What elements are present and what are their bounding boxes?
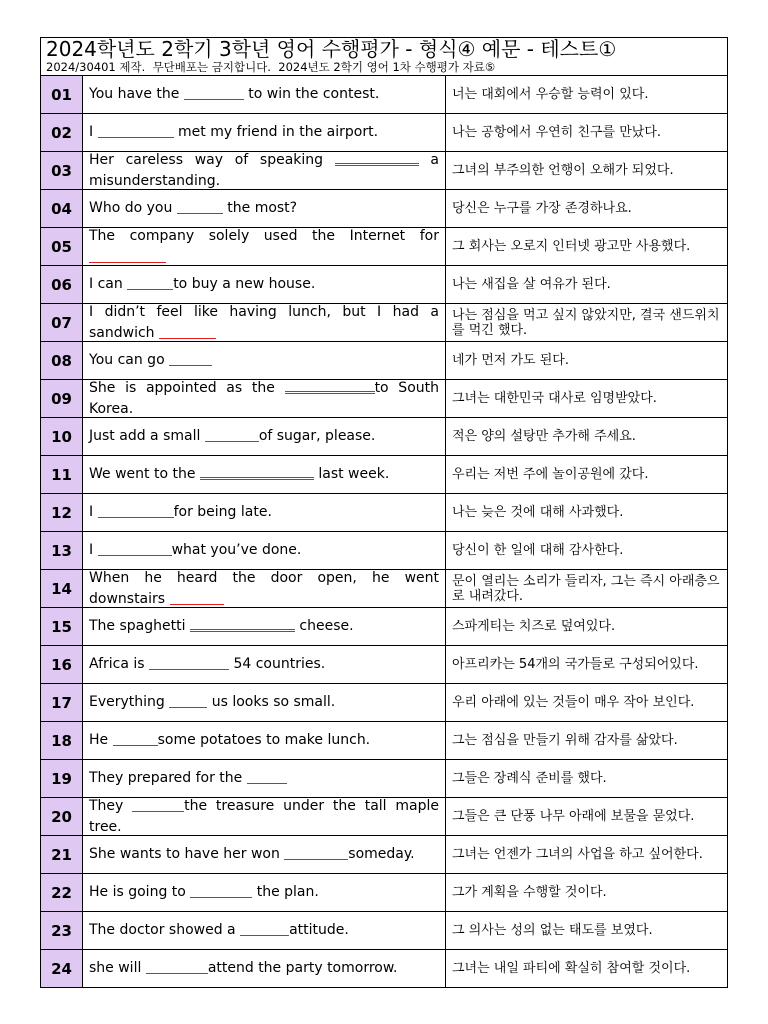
korean-translation: 나는 점심을 먹고 싶지 않았지만, 결국 샌드위치를 먹긴 했다. [452, 307, 720, 338]
korean-translation-cell [446, 494, 727, 531]
english-sentence [89, 426, 439, 447]
korean-translation: 그는 점심을 만들기 위해 감자를 삶았다. [452, 733, 678, 748]
answer-blank [335, 151, 419, 166]
answer-blank [127, 277, 173, 290]
korean-translation: 나는 늦은 것에 대해 사과했다. [452, 505, 624, 520]
korean-translation: 문이 열리는 소리가 들리자, 그는 즉시 아래층으로 내려갔다. [452, 573, 720, 604]
english-sentence-cell [83, 798, 446, 835]
sentence-text-before: You have the [89, 86, 184, 102]
question-row [41, 76, 727, 114]
sentence-text-before: He [89, 732, 113, 748]
question-row [41, 532, 727, 570]
korean-translation-cell [446, 304, 727, 341]
sentence-text-after: the most? [222, 200, 298, 216]
english-sentence-cell [83, 722, 446, 759]
sentence-text-after: a misunderstanding. [89, 151, 440, 189]
question-number: 08 [41, 342, 83, 379]
sentence-text-after: the plan. [252, 884, 319, 900]
korean-translation-cell [446, 76, 727, 113]
korean-translation: 그가 계획을 수행할 것이다. [452, 885, 607, 900]
english-sentence [89, 540, 439, 561]
answer-blank [184, 87, 244, 100]
sentence-text-before: I [89, 542, 98, 558]
question-row [41, 950, 727, 988]
worksheet [40, 37, 728, 988]
english-sentence [89, 920, 439, 941]
english-sentence [89, 654, 439, 675]
english-sentence [89, 302, 439, 344]
question-row [41, 418, 727, 456]
question-number: 09 [41, 380, 83, 417]
sentence-text-after: last week. [313, 466, 390, 482]
english-sentence-cell [83, 760, 446, 797]
answer-blank [149, 657, 229, 670]
question-row [41, 836, 727, 874]
english-sentence [89, 464, 439, 485]
english-sentence-cell [83, 380, 446, 417]
korean-translation-cell [446, 114, 727, 151]
korean-translation-cell [446, 380, 727, 417]
question-row [41, 798, 727, 836]
worksheet-subtitle: 2024/30401 제작. 무단배포는 금지합니다. 2024년도 2학기 영어 1차 수행평가 자료⑤ [46, 60, 496, 74]
question-table [41, 76, 727, 988]
question-row [41, 152, 727, 190]
sentence-text-after: to buy a new house. [173, 276, 316, 292]
question-number: 10 [41, 418, 83, 455]
korean-translation: 당신은 누구를 가장 존경하나요. [452, 201, 632, 216]
question-number: 23 [41, 912, 83, 949]
english-sentence [89, 198, 439, 219]
english-sentence-cell [83, 912, 446, 949]
sentence-text-after: the treasure under the tall maple tree. [89, 797, 439, 835]
question-row [41, 380, 727, 418]
english-sentence [89, 350, 439, 371]
korean-translation-cell [446, 532, 727, 569]
korean-translation-cell [446, 266, 727, 303]
answer-blank [169, 353, 212, 366]
question-row [41, 494, 727, 532]
english-sentence [89, 730, 439, 751]
english-sentence-cell [83, 76, 446, 113]
question-number: 22 [41, 874, 83, 911]
korean-translation-cell [446, 874, 727, 911]
question-row [41, 304, 727, 342]
sentence-text-before: I [89, 124, 98, 140]
question-number: 01 [41, 76, 83, 113]
korean-translation-cell [446, 190, 727, 227]
english-sentence-cell [83, 266, 446, 303]
sentence-text-before: She wants to have her won [89, 846, 285, 862]
korean-translation: 적은 양의 설탕만 추가해 주세요. [452, 429, 636, 444]
english-sentence-cell [83, 646, 446, 683]
korean-translation: 스파게티는 치즈로 덮여있다. [452, 619, 616, 634]
english-sentence-cell [83, 114, 446, 151]
question-number: 06 [41, 266, 83, 303]
sentence-text-after: attend the party tomorrow. [207, 960, 398, 976]
answer-blank [200, 465, 314, 480]
question-number: 05 [41, 228, 83, 265]
sentence-text-before: The company solely used the Internet for [89, 227, 439, 244]
question-number: 07 [41, 304, 83, 341]
question-number: 20 [41, 798, 83, 835]
english-sentence-cell [83, 304, 446, 341]
korean-translation-cell [446, 152, 727, 189]
question-number: 16 [41, 646, 83, 683]
answer-blank [132, 799, 184, 812]
sentence-text-before: He is going to [89, 884, 191, 900]
korean-translation: 아프리카는 54개의 국가들로 구성되어있다. [452, 657, 699, 672]
sentence-text-after: to South Korea. [89, 379, 439, 417]
question-number: 12 [41, 494, 83, 531]
korean-translation-cell [446, 912, 727, 949]
question-number: 24 [41, 950, 83, 987]
question-number: 04 [41, 190, 83, 227]
sentence-text-before: I didn’t feel like having lunch, but I had a sandwich [89, 303, 439, 341]
korean-translation-cell [446, 798, 727, 835]
english-sentence-cell [83, 228, 446, 265]
korean-translation-cell [446, 570, 727, 607]
question-row [41, 114, 727, 152]
english-sentence [89, 882, 439, 903]
question-number: 18 [41, 722, 83, 759]
question-row [41, 722, 727, 760]
sentence-text-after: some potatoes to make lunch. [157, 732, 371, 748]
question-row [41, 266, 727, 304]
sentence-text-before: The spaghetti [89, 618, 190, 634]
question-number: 14 [41, 570, 83, 607]
korean-translation: 너는 대회에서 우승할 능력이 있다. [452, 87, 649, 102]
korean-translation: 그들은 장례식 준비를 했다. [452, 771, 607, 786]
sentence-text-before: They prepared for the [89, 770, 247, 786]
answer-blank [205, 429, 259, 442]
question-row [41, 608, 727, 646]
korean-translation: 나는 새집을 살 여유가 된다. [452, 277, 611, 292]
question-row [41, 190, 727, 228]
korean-translation: 그 의사는 성의 없는 태도를 보였다. [452, 923, 653, 938]
question-number: 19 [41, 760, 83, 797]
english-sentence-cell [83, 684, 446, 721]
sentence-text-after: what you’ve done. [171, 542, 302, 558]
sentence-text-after: of sugar, please. [258, 428, 376, 444]
english-sentence [89, 796, 439, 838]
question-row [41, 456, 727, 494]
korean-translation: 그녀의 부주의한 언행이 오해가 되었다. [452, 163, 674, 178]
english-sentence [89, 692, 439, 713]
answer-blank [113, 733, 158, 746]
answer-blank [89, 250, 166, 263]
english-sentence-cell [83, 950, 446, 987]
korean-translation: 당신이 한 일에 대해 감사한다. [452, 543, 624, 558]
sentence-text-after: us looks so small. [207, 694, 336, 710]
korean-translation-cell [446, 646, 727, 683]
sentence-text-before: Her careless way of speaking [89, 151, 335, 168]
question-row [41, 228, 727, 266]
sentence-text-before: I [89, 504, 98, 520]
answer-blank [170, 592, 224, 605]
english-sentence [89, 378, 439, 420]
english-sentence-cell [83, 342, 446, 379]
korean-translation-cell [446, 836, 727, 873]
question-number: 15 [41, 608, 83, 645]
answer-blank [146, 961, 208, 974]
sentence-text-before: I can [89, 276, 128, 292]
answer-blank [284, 847, 348, 860]
question-row [41, 874, 727, 912]
english-sentence [89, 274, 439, 295]
answer-blank [98, 543, 172, 556]
sentence-text-after: met my friend in the airport. [173, 124, 379, 140]
sentence-text-after: attitude. [289, 922, 349, 938]
sentence-text-before: she will [89, 960, 146, 976]
question-row [41, 646, 727, 684]
question-number: 02 [41, 114, 83, 151]
answer-blank [98, 505, 174, 518]
question-row [41, 760, 727, 798]
question-row [41, 912, 727, 950]
sentence-text-before: The doctor showed a [89, 922, 241, 938]
korean-translation: 그들은 큰 단풍 나무 아래에 보물을 묻었다. [452, 809, 695, 824]
english-sentence-cell [83, 418, 446, 455]
sentence-text-after: for being late. [173, 504, 272, 520]
sentence-text-before: You can go [89, 352, 170, 368]
korean-translation: 그녀는 내일 파티에 확실히 참여할 것이다. [452, 961, 691, 976]
korean-translation: 나는 공항에서 우연히 친구를 만났다. [452, 125, 662, 140]
sentence-text-after: someday. [348, 846, 415, 862]
korean-translation-cell [446, 684, 727, 721]
english-sentence-cell [83, 494, 446, 531]
english-sentence [89, 768, 439, 789]
english-sentence-cell [83, 152, 446, 189]
korean-translation-cell [446, 342, 727, 379]
question-row [41, 342, 727, 380]
answer-blank [247, 771, 287, 784]
answer-blank [240, 923, 289, 936]
sentence-text-before: Africa is [89, 656, 150, 672]
question-number: 03 [41, 152, 83, 189]
question-number: 21 [41, 836, 83, 873]
korean-translation: 그녀는 대한민국 대사로 임명받았다. [452, 391, 657, 406]
sentence-text-after: 54 countries. [229, 656, 326, 672]
english-sentence [89, 226, 439, 268]
english-sentence [89, 502, 439, 523]
english-sentence [89, 844, 439, 865]
sentence-text-before: When he heard the door open, he went downstairs [89, 569, 439, 607]
korean-translation: 네가 먼저 가도 된다. [452, 353, 569, 368]
worksheet-header [41, 38, 727, 76]
sentence-text-after: cheese. [294, 618, 354, 634]
korean-translation-cell [446, 722, 727, 759]
korean-translation-cell [446, 760, 727, 797]
english-sentence-cell [83, 836, 446, 873]
answer-blank [159, 326, 216, 339]
english-sentence [89, 84, 439, 105]
korean-translation: 그녀는 언젠가 그녀의 사업을 하고 싶어한다. [452, 847, 703, 862]
english-sentence [89, 616, 439, 637]
answer-blank [98, 125, 174, 138]
sentence-text-before: Just add a small [89, 428, 205, 444]
english-sentence-cell [83, 608, 446, 645]
korean-translation: 그 회사는 오로지 인터넷 광고만 사용했다. [452, 239, 691, 254]
answer-blank [285, 379, 375, 394]
english-sentence [89, 150, 439, 192]
sentence-text-before: She is appointed as the [89, 379, 285, 396]
korean-translation: 우리 아래에 있는 것들이 매우 작아 보인다. [452, 695, 695, 710]
english-sentence-cell [83, 456, 446, 493]
english-sentence [89, 958, 439, 979]
korean-translation-cell [446, 608, 727, 645]
sentence-text-before: They [89, 797, 133, 814]
sentence-text-before: Everything [89, 694, 170, 710]
question-row [41, 570, 727, 608]
english-sentence [89, 122, 439, 143]
answer-blank [169, 695, 207, 708]
english-sentence-cell [83, 190, 446, 227]
english-sentence-cell [83, 874, 446, 911]
sentence-text-before: Who do you [89, 200, 177, 216]
korean-translation-cell [446, 228, 727, 265]
korean-translation-cell [446, 950, 727, 987]
english-sentence [89, 568, 439, 610]
korean-translation: 우리는 저번 주에 놀이공원에 갔다. [452, 467, 649, 482]
question-number: 11 [41, 456, 83, 493]
answer-blank [190, 885, 252, 898]
question-number: 13 [41, 532, 83, 569]
question-row [41, 684, 727, 722]
english-sentence-cell [83, 532, 446, 569]
korean-translation-cell [446, 418, 727, 455]
question-number: 17 [41, 684, 83, 721]
answer-blank [177, 201, 223, 214]
answer-blank [190, 617, 295, 632]
english-sentence-cell [83, 570, 446, 607]
sentence-text-before: We went to the [89, 466, 200, 482]
korean-translation-cell [446, 456, 727, 493]
worksheet-title: 2024학년도 2학기 3학년 영어 수행평가 - 형식④ 예문 - 테스트① [46, 38, 617, 61]
sentence-text-after: to win the contest. [243, 86, 380, 102]
